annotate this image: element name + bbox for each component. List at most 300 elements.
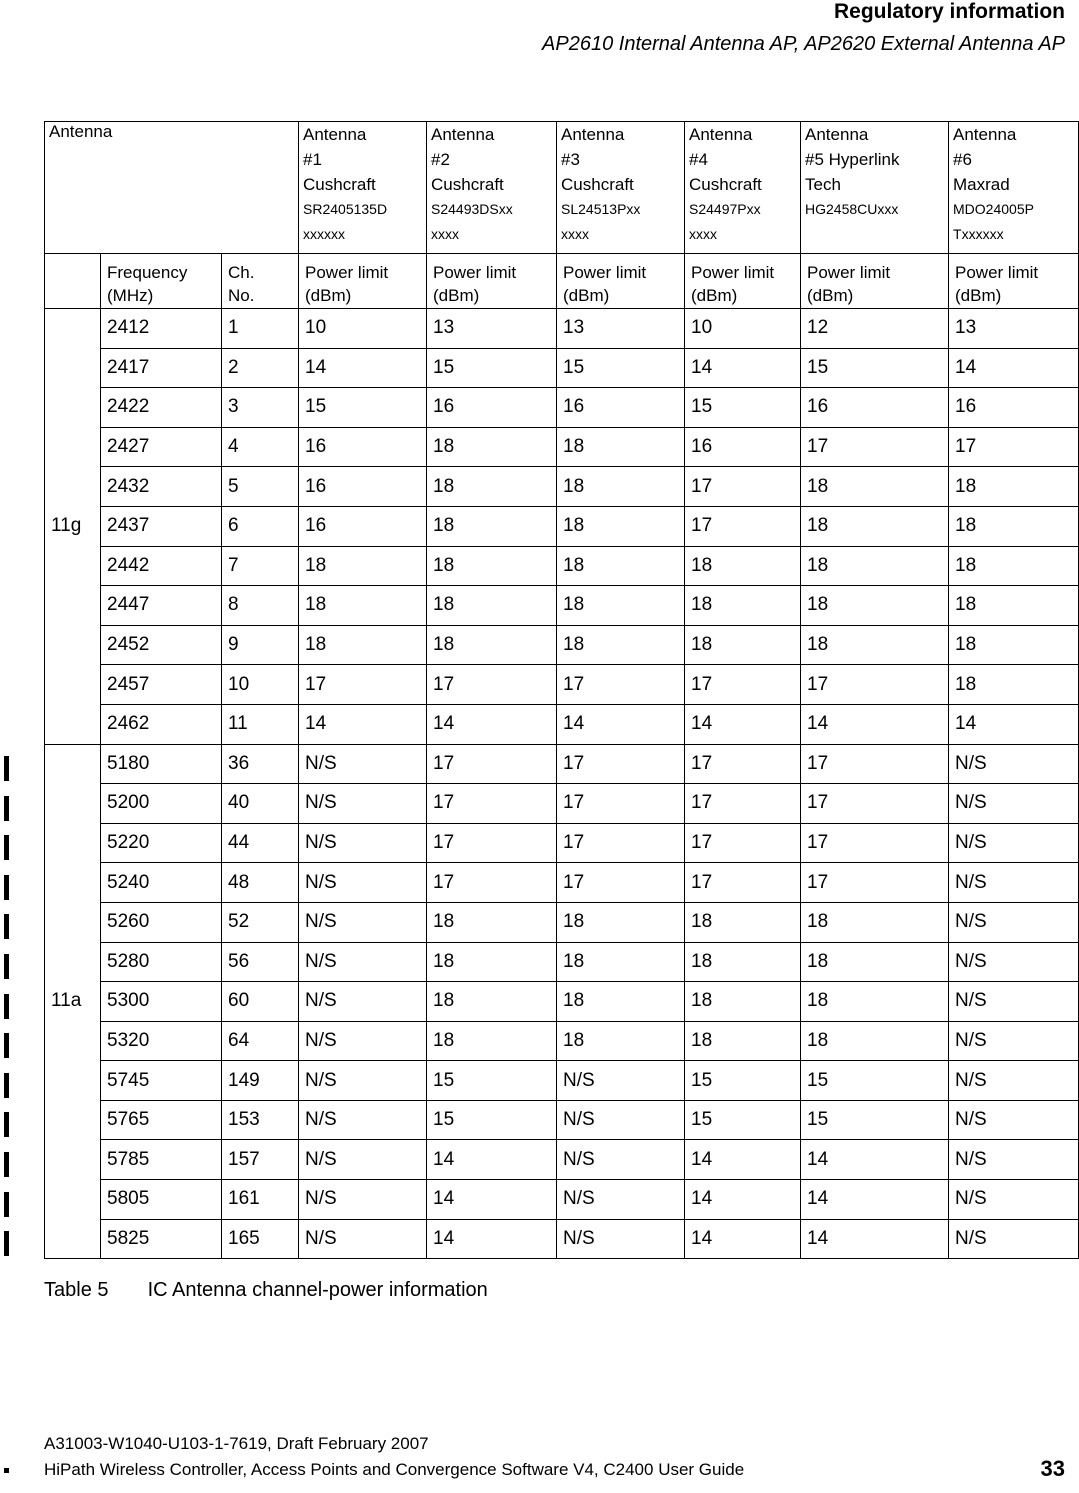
power-limit-cell: 17 xyxy=(299,665,427,705)
power-limit-cell: 17 xyxy=(557,784,685,824)
frequency-cell: 2452 xyxy=(101,625,222,665)
antenna-header-line: Antenna xyxy=(561,125,625,144)
power-limit-cell: 18 xyxy=(685,942,801,982)
power-limit-cell: N/S xyxy=(299,902,427,942)
power-limit-cell: 17 xyxy=(427,665,557,705)
antenna-header-line: #2 xyxy=(431,150,450,169)
power-limit-cell: 14 xyxy=(427,704,557,744)
frequency-cell: 2417 xyxy=(101,348,222,388)
frequency-cell: 2427 xyxy=(101,427,222,467)
channel-cell: 4 xyxy=(222,427,299,467)
unit-header-line: (dBm) xyxy=(691,286,738,305)
table-row xyxy=(45,863,1079,903)
unit-header-line: Power limit xyxy=(691,263,775,282)
power-limit-cell: N/S xyxy=(557,1219,685,1259)
power-limit-cell: 17 xyxy=(427,823,557,863)
channel-cell: 161 xyxy=(222,1180,299,1220)
power-limit-cell: N/S xyxy=(949,744,1079,784)
antenna-model-code: xxxx xyxy=(431,226,460,242)
power-limit-cell: 18 xyxy=(427,427,557,467)
power-limit-cell: 18 xyxy=(557,546,685,586)
caption-label: Table 5 xyxy=(44,1279,109,1301)
frequency-cell: 5180 xyxy=(101,744,222,784)
power-limit-cell: N/S xyxy=(949,1219,1079,1259)
antenna-model-code: MDO24005P xyxy=(953,201,1034,217)
change-bar xyxy=(4,756,9,781)
power-limit-cell: 17 xyxy=(557,665,685,705)
frequency-cell: 2432 xyxy=(101,467,222,507)
power-limit-cell: 18 xyxy=(557,467,685,507)
antenna-header-line: Antenna xyxy=(431,125,495,144)
antenna-header-line: Antenna xyxy=(805,125,869,144)
channel-cell: 5 xyxy=(222,467,299,507)
power-limit-cell: 16 xyxy=(949,388,1079,428)
change-bar xyxy=(4,1231,9,1256)
unit-header-line: No. xyxy=(228,286,255,305)
antenna-header-2 xyxy=(427,122,557,254)
power-limit-cell: 16 xyxy=(427,388,557,428)
change-bar xyxy=(4,1112,9,1137)
antenna-header-line: Cushcraft xyxy=(303,175,376,194)
power-limit-cell: N/S xyxy=(299,784,427,824)
channel-cell: 60 xyxy=(222,982,299,1022)
power-limit-cell: 18 xyxy=(557,506,685,546)
table-row xyxy=(45,665,1079,705)
table-row xyxy=(45,902,1079,942)
table-row xyxy=(45,506,1079,546)
power-limit-cell: 18 xyxy=(427,902,557,942)
table-row xyxy=(45,427,1079,467)
power-limit-cell: 17 xyxy=(557,863,685,903)
antenna-header-line: Tech xyxy=(805,175,841,194)
change-bar xyxy=(4,914,9,939)
unit-header-cell xyxy=(801,254,949,309)
power-limit-cell: 15 xyxy=(685,1061,801,1101)
power-limit-cell: 14 xyxy=(427,1180,557,1220)
power-limit-cell: 10 xyxy=(299,309,427,349)
frequency-cell: 5300 xyxy=(101,982,222,1022)
power-limit-cell: N/S xyxy=(949,784,1079,824)
frequency-cell: 5745 xyxy=(101,1061,222,1101)
channel-cell: 7 xyxy=(222,546,299,586)
power-limit-cell: N/S xyxy=(299,1180,427,1220)
channel-cell: 52 xyxy=(222,902,299,942)
power-limit-cell: 14 xyxy=(949,704,1079,744)
unit-header-line: Ch. xyxy=(228,263,255,282)
power-limit-cell: 10 xyxy=(685,309,801,349)
channel-cell: 2 xyxy=(222,348,299,388)
power-limit-cell: 17 xyxy=(801,823,949,863)
table-row xyxy=(45,388,1079,428)
footer-margin-mark xyxy=(4,1468,9,1473)
power-limit-cell: 18 xyxy=(557,1021,685,1061)
power-limit-cell: N/S xyxy=(557,1100,685,1140)
unit-header-line: Power limit xyxy=(433,263,517,282)
unit-header-cell xyxy=(685,254,801,309)
footer-guide-title: HiPath Wireless Controller, Access Points and Convergence Software V4, C2400 User Guide xyxy=(44,1460,745,1479)
antenna-header-line: Maxrad xyxy=(953,175,1010,194)
antenna-model-code: HG2458CUxxx xyxy=(805,201,899,217)
power-limit-cell: 14 xyxy=(427,1140,557,1180)
power-limit-cell: N/S xyxy=(949,1140,1079,1180)
power-limit-cell: 13 xyxy=(949,309,1079,349)
power-limit-cell: N/S xyxy=(299,942,427,982)
power-limit-cell: N/S xyxy=(299,1140,427,1180)
power-limit-cell: 14 xyxy=(685,1140,801,1180)
power-limit-cell: N/S xyxy=(299,1061,427,1101)
power-limit-cell: 15 xyxy=(801,348,949,388)
band-label-11a: 11a xyxy=(45,744,101,1259)
power-limit-cell: 13 xyxy=(557,309,685,349)
power-limit-cell: 18 xyxy=(949,546,1079,586)
power-limit-cell: N/S xyxy=(299,823,427,863)
table-row xyxy=(45,309,1079,349)
channel-cell: 48 xyxy=(222,863,299,903)
power-limit-cell: 17 xyxy=(801,863,949,903)
antenna-header-4 xyxy=(685,122,801,254)
power-limit-cell: N/S xyxy=(557,1140,685,1180)
antenna-header-3 xyxy=(557,122,685,254)
power-limit-cell: 18 xyxy=(557,586,685,626)
frequency-cell: 5320 xyxy=(101,1021,222,1061)
frequency-cell: 5805 xyxy=(101,1180,222,1220)
unit-header-line: Power limit xyxy=(305,263,389,282)
frequency-cell: 2442 xyxy=(101,546,222,586)
table-row xyxy=(45,546,1079,586)
frequency-cell: 2437 xyxy=(101,506,222,546)
power-limit-cell: N/S xyxy=(557,1061,685,1101)
antenna-header-line: Antenna xyxy=(303,125,367,144)
power-limit-cell: 18 xyxy=(949,665,1079,705)
power-limit-cell: 16 xyxy=(299,467,427,507)
unit-header-line: Power limit xyxy=(563,263,647,282)
unit-header-line: (dBm) xyxy=(563,286,610,305)
frequency-cell: 2447 xyxy=(101,586,222,626)
unit-header-line: Power limit xyxy=(955,263,1039,282)
power-limit-cell: 14 xyxy=(427,1219,557,1259)
change-bar xyxy=(4,954,9,979)
revision-change-bars xyxy=(4,756,11,1271)
power-limit-cell: 14 xyxy=(801,1140,949,1180)
power-limit-cell: 18 xyxy=(557,427,685,467)
channel-cell: 165 xyxy=(222,1219,299,1259)
power-limit-cell: 18 xyxy=(685,586,801,626)
table-row xyxy=(45,744,1079,784)
table-row xyxy=(45,1021,1079,1061)
power-limit-cell: 18 xyxy=(949,586,1079,626)
frequency-cell: 2412 xyxy=(101,309,222,349)
power-limit-cell: 18 xyxy=(427,586,557,626)
power-limit-cell: 18 xyxy=(949,625,1079,665)
channel-cell: 36 xyxy=(222,744,299,784)
channel-cell: 64 xyxy=(222,1021,299,1061)
power-limit-cell: 18 xyxy=(685,1021,801,1061)
power-limit-cell: 17 xyxy=(685,744,801,784)
frequency-cell: 2462 xyxy=(101,704,222,744)
power-limit-cell: 17 xyxy=(685,863,801,903)
antenna-header-line: Antenna xyxy=(689,125,753,144)
power-limit-cell: N/S xyxy=(299,744,427,784)
table-row xyxy=(45,467,1079,507)
change-bar xyxy=(4,1192,9,1217)
power-limit-cell: N/S xyxy=(949,902,1079,942)
power-limit-cell: N/S xyxy=(949,1100,1079,1140)
power-limit-cell: N/S xyxy=(299,863,427,903)
unit-header-line: Power limit xyxy=(807,263,891,282)
frequency-cell: 2457 xyxy=(101,665,222,705)
antenna-model-code: xxxx xyxy=(689,226,718,242)
channel-cell: 3 xyxy=(222,388,299,428)
power-limit-cell: 18 xyxy=(801,982,949,1022)
antenna-header-line: #1 xyxy=(303,150,322,169)
power-limit-cell: 14 xyxy=(801,704,949,744)
power-limit-cell: 15 xyxy=(427,1061,557,1101)
header-subtitle: AP2610 Internal Antenna AP, AP2620 External Antenna AP xyxy=(542,33,1065,55)
channel-cell: 149 xyxy=(222,1061,299,1101)
page-number: 33 xyxy=(1040,1456,1065,1481)
power-limit-cell: 15 xyxy=(557,348,685,388)
antenna-header-line: #3 xyxy=(561,150,580,169)
table-row xyxy=(45,1061,1079,1101)
table-body xyxy=(45,309,1079,1259)
power-limit-cell: N/S xyxy=(949,982,1079,1022)
power-limit-cell: 17 xyxy=(801,744,949,784)
power-limit-cell: 18 xyxy=(949,467,1079,507)
antenna-model-code: Txxxxxx xyxy=(953,226,1004,242)
power-limit-cell: 15 xyxy=(299,388,427,428)
unit-header-cell xyxy=(427,254,557,309)
table-row xyxy=(45,704,1079,744)
power-limit-cell: 18 xyxy=(801,1021,949,1061)
frequency-cell: 5200 xyxy=(101,784,222,824)
power-limit-cell: 15 xyxy=(801,1100,949,1140)
power-limit-cell: 18 xyxy=(427,546,557,586)
unit-header-cell xyxy=(949,254,1079,309)
change-bar xyxy=(4,994,9,1019)
channel-cell: 153 xyxy=(222,1100,299,1140)
power-limit-cell: N/S xyxy=(949,823,1079,863)
antenna-header-line: Cushcraft xyxy=(561,175,634,194)
power-limit-cell: 18 xyxy=(299,625,427,665)
power-limit-cell: N/S xyxy=(949,1021,1079,1061)
antenna-model-code: SL24513Pxx xyxy=(561,201,641,217)
power-limit-cell: 17 xyxy=(685,506,801,546)
table-row xyxy=(45,1180,1079,1220)
table-row xyxy=(45,625,1079,665)
power-limit-cell: 14 xyxy=(557,704,685,744)
power-limit-cell: 17 xyxy=(427,863,557,903)
power-limit-cell: 17 xyxy=(801,784,949,824)
unit-header-cell xyxy=(101,254,222,309)
change-bar xyxy=(4,1152,9,1177)
power-limit-cell: N/S xyxy=(557,1180,685,1220)
channel-cell: 1 xyxy=(222,309,299,349)
power-limit-cell: 17 xyxy=(685,467,801,507)
frequency-cell: 5825 xyxy=(101,1219,222,1259)
power-limit-cell: N/S xyxy=(299,1100,427,1140)
power-limit-cell: 18 xyxy=(801,546,949,586)
antenna-header-line: Cushcraft xyxy=(431,175,504,194)
power-limit-cell: N/S xyxy=(949,942,1079,982)
power-limit-cell: N/S xyxy=(299,1021,427,1061)
unit-header-cell xyxy=(222,254,299,309)
power-limit-cell: 17 xyxy=(557,744,685,784)
antenna-column-title: Antenna xyxy=(45,122,299,254)
antenna-header-line: #5 Hyperlink xyxy=(805,150,900,169)
power-limit-cell: 15 xyxy=(685,388,801,428)
unit-header-line: (dBm) xyxy=(807,286,854,305)
change-bar xyxy=(4,1073,9,1098)
power-limit-cell: 18 xyxy=(427,506,557,546)
antenna-header-1 xyxy=(299,122,427,254)
power-limit-cell: 18 xyxy=(557,942,685,982)
power-limit-cell: 18 xyxy=(801,467,949,507)
antenna-header-line: #4 xyxy=(689,150,708,169)
unit-header-cell xyxy=(299,254,427,309)
power-limit-cell: 14 xyxy=(299,704,427,744)
power-limit-cell: 18 xyxy=(427,982,557,1022)
units-empty-cell xyxy=(45,254,101,309)
table-row xyxy=(45,823,1079,863)
frequency-cell: 5765 xyxy=(101,1100,222,1140)
antenna-model-code: S24497Pxx xyxy=(689,201,761,217)
power-limit-cell: 18 xyxy=(299,546,427,586)
power-limit-cell: 14 xyxy=(685,1180,801,1220)
change-bar xyxy=(4,875,9,900)
table-row xyxy=(45,348,1079,388)
power-limit-cell: 18 xyxy=(685,982,801,1022)
power-limit-cell: 16 xyxy=(685,427,801,467)
power-limit-cell: 18 xyxy=(801,506,949,546)
unit-header-line: (dBm) xyxy=(305,286,352,305)
power-limit-cell: N/S xyxy=(949,1061,1079,1101)
power-limit-cell: 18 xyxy=(685,902,801,942)
header-title: Regulatory information xyxy=(833,0,1065,23)
power-limit-cell: 13 xyxy=(427,309,557,349)
table-row xyxy=(45,1100,1079,1140)
frequency-cell: 5260 xyxy=(101,902,222,942)
unit-header-line: (dBm) xyxy=(955,286,1002,305)
change-bar xyxy=(4,1033,9,1058)
table-row xyxy=(45,982,1079,1022)
power-limit-cell: 17 xyxy=(427,784,557,824)
channel-cell: 11 xyxy=(222,704,299,744)
antenna-channel-power-table xyxy=(44,121,1079,1259)
antenna-header-5 xyxy=(801,122,949,254)
power-limit-cell: N/S xyxy=(949,1180,1079,1220)
antenna-header-line: Antenna xyxy=(953,125,1017,144)
power-limit-cell: 17 xyxy=(801,427,949,467)
footer-doc-id: A31003-W1040-U103-1-7619, Draft February 2007 xyxy=(44,1434,429,1453)
power-limit-cell: 18 xyxy=(801,625,949,665)
power-limit-cell: 14 xyxy=(685,704,801,744)
table-caption xyxy=(44,1279,488,1302)
units-header-row xyxy=(45,254,1079,309)
power-limit-cell: 18 xyxy=(685,546,801,586)
power-limit-cell: 18 xyxy=(427,467,557,507)
power-limit-cell: 15 xyxy=(427,1100,557,1140)
power-limit-cell: N/S xyxy=(299,1219,427,1259)
channel-cell: 157 xyxy=(222,1140,299,1180)
power-limit-cell: N/S xyxy=(949,863,1079,903)
power-limit-cell: 12 xyxy=(801,309,949,349)
power-limit-cell: 18 xyxy=(557,902,685,942)
power-limit-cell: 15 xyxy=(427,348,557,388)
power-limit-cell: 17 xyxy=(801,665,949,705)
channel-cell: 40 xyxy=(222,784,299,824)
power-limit-cell: 16 xyxy=(299,506,427,546)
unit-header-cell xyxy=(557,254,685,309)
power-limit-cell: 17 xyxy=(949,427,1079,467)
antenna-model-code: xxxxxx xyxy=(303,226,346,242)
change-bar xyxy=(4,796,9,821)
power-limit-cell: 18 xyxy=(801,586,949,626)
unit-header-line: Frequency xyxy=(107,263,188,282)
power-limit-cell: 16 xyxy=(299,427,427,467)
channel-cell: 9 xyxy=(222,625,299,665)
power-limit-cell: 18 xyxy=(557,982,685,1022)
antenna-header-row xyxy=(45,122,1079,254)
antenna-header-line: Cushcraft xyxy=(689,175,762,194)
channel-cell: 44 xyxy=(222,823,299,863)
power-limit-cell: 17 xyxy=(685,665,801,705)
frequency-cell: 5785 xyxy=(101,1140,222,1180)
power-limit-cell: 16 xyxy=(801,388,949,428)
channel-cell: 6 xyxy=(222,506,299,546)
unit-header-line: (dBm) xyxy=(433,286,480,305)
antenna-header-line: #6 xyxy=(953,150,972,169)
antenna-model-code: xxxx xyxy=(561,226,590,242)
unit-header-line: (MHz) xyxy=(107,286,154,305)
power-limit-cell: 18 xyxy=(557,625,685,665)
power-limit-cell: 15 xyxy=(801,1061,949,1101)
band-label-11g: 11g xyxy=(45,309,101,745)
power-limit-cell: 18 xyxy=(427,625,557,665)
power-limit-cell: 18 xyxy=(427,1021,557,1061)
power-limit-cell: 14 xyxy=(801,1180,949,1220)
power-limit-cell: 17 xyxy=(557,823,685,863)
power-limit-cell: N/S xyxy=(299,982,427,1022)
power-limit-cell: 16 xyxy=(557,388,685,428)
power-limit-cell: 18 xyxy=(801,902,949,942)
caption-text: IC Antenna channel-power information xyxy=(147,1279,488,1301)
power-limit-cell: 18 xyxy=(427,942,557,982)
table-row xyxy=(45,942,1079,982)
channel-cell: 56 xyxy=(222,942,299,982)
power-limit-cell: 18 xyxy=(685,625,801,665)
frequency-cell: 2422 xyxy=(101,388,222,428)
antenna-model-code: S24493DSxx xyxy=(431,201,513,217)
change-bar xyxy=(4,835,9,860)
channel-cell: 8 xyxy=(222,586,299,626)
table-row xyxy=(45,1140,1079,1180)
antenna-model-code: SR2405135D xyxy=(303,201,388,217)
power-limit-cell: 14 xyxy=(685,1219,801,1259)
power-limit-cell: 18 xyxy=(801,942,949,982)
frequency-cell: 5280 xyxy=(101,942,222,982)
channel-cell: 10 xyxy=(222,665,299,705)
frequency-cell: 5240 xyxy=(101,863,222,903)
power-limit-cell: 18 xyxy=(299,586,427,626)
table-row xyxy=(45,586,1079,626)
power-limit-cell: 17 xyxy=(685,784,801,824)
power-limit-cell: 14 xyxy=(685,348,801,388)
power-limit-cell: 14 xyxy=(299,348,427,388)
table-row xyxy=(45,784,1079,824)
table-row xyxy=(45,1219,1079,1259)
power-limit-cell: 17 xyxy=(685,823,801,863)
frequency-cell: 5220 xyxy=(101,823,222,863)
